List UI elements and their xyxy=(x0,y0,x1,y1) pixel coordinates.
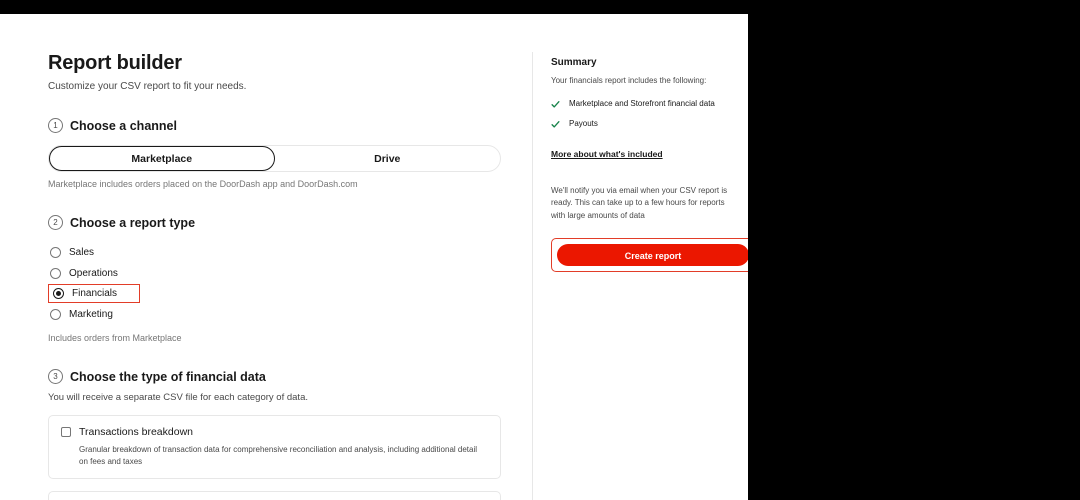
check-icon xyxy=(551,100,560,109)
check-icon xyxy=(551,120,560,129)
radio-option-sales[interactable] xyxy=(48,242,208,262)
checkbox-card-transactions-breakdown[interactable] xyxy=(48,415,501,479)
channel-option-drive[interactable] xyxy=(275,146,501,171)
summary-notice: We'll notify you via email when your CSV report is ready. This can take up to a few hours for reports with large amounts of data xyxy=(551,186,728,220)
summary-item-label-1: Payouts xyxy=(569,119,598,128)
radio-option-financials[interactable] xyxy=(48,284,140,303)
report-builder-page xyxy=(0,14,748,500)
page-content xyxy=(20,34,728,500)
create-report-button[interactable]: Create report xyxy=(557,244,748,266)
step-3-header xyxy=(48,369,508,384)
checkbox-label-transactions-breakdown: Transactions breakdown xyxy=(79,426,194,438)
left-column xyxy=(48,52,508,500)
radio-label-operations: Operations xyxy=(69,267,118,279)
step-3-number: 3 xyxy=(48,369,63,384)
radio-icon-financials xyxy=(53,288,64,299)
summary-item xyxy=(551,119,748,129)
create-report-highlight xyxy=(551,238,748,272)
radio-icon-marketing xyxy=(50,309,61,320)
channel-note: Marketplace includes orders placed on the DoorDash app and DoorDash.com xyxy=(48,179,358,189)
report-type-note: Includes orders from Marketplace xyxy=(48,333,182,343)
step-1-header xyxy=(48,118,508,133)
step-3-title: Choose the type of financial data xyxy=(70,369,266,384)
step-1-number: 1 xyxy=(48,118,63,133)
more-about-whats-included-link[interactable]: More about what's included xyxy=(551,149,663,159)
channel-option-marketplace[interactable] xyxy=(49,146,275,171)
checkbox-description-transactions-breakdown: Granular breakdown of transaction data for comprehensive reconciliation and analysis, including additional detail on fees and taxes xyxy=(79,445,478,466)
radio-icon-sales xyxy=(50,247,61,258)
step-2-number: 2 xyxy=(48,215,63,230)
radio-label-marketing: Marketing xyxy=(69,308,113,320)
summary-item-label-0: Marketplace and Storefront financial data xyxy=(569,99,715,108)
step-2-header xyxy=(48,215,508,230)
step-1-title: Choose a channel xyxy=(70,118,177,133)
summary-panel xyxy=(532,52,748,500)
radio-option-marketing[interactable] xyxy=(48,304,208,324)
page-title: Report builder xyxy=(48,52,182,74)
financial-data-description: You will receive a separate CSV file for each category of data. xyxy=(48,392,308,403)
radio-option-operations[interactable] xyxy=(48,263,208,283)
summary-title: Summary xyxy=(551,57,597,68)
channel-option-drive-label: Drive xyxy=(374,152,401,165)
checkbox-card-next[interactable] xyxy=(48,491,501,500)
checkbox-card-header xyxy=(61,426,488,438)
radio-icon-operations xyxy=(50,268,61,279)
channel-segmented-control[interactable] xyxy=(48,145,501,172)
radio-label-sales: Sales xyxy=(69,246,95,258)
summary-item xyxy=(551,99,748,109)
radio-label-financials: Financials xyxy=(72,288,118,299)
page-subtitle: Customize your CSV report to fit your needs. xyxy=(48,81,247,92)
summary-subtitle: Your financials report includes the following: xyxy=(551,76,707,85)
channel-option-marketplace-label: Marketplace xyxy=(131,152,193,165)
report-type-radio-group[interactable] xyxy=(48,242,508,324)
checkbox-icon-transactions-breakdown[interactable] xyxy=(61,427,71,437)
step-2-title: Choose a report type xyxy=(70,215,196,230)
